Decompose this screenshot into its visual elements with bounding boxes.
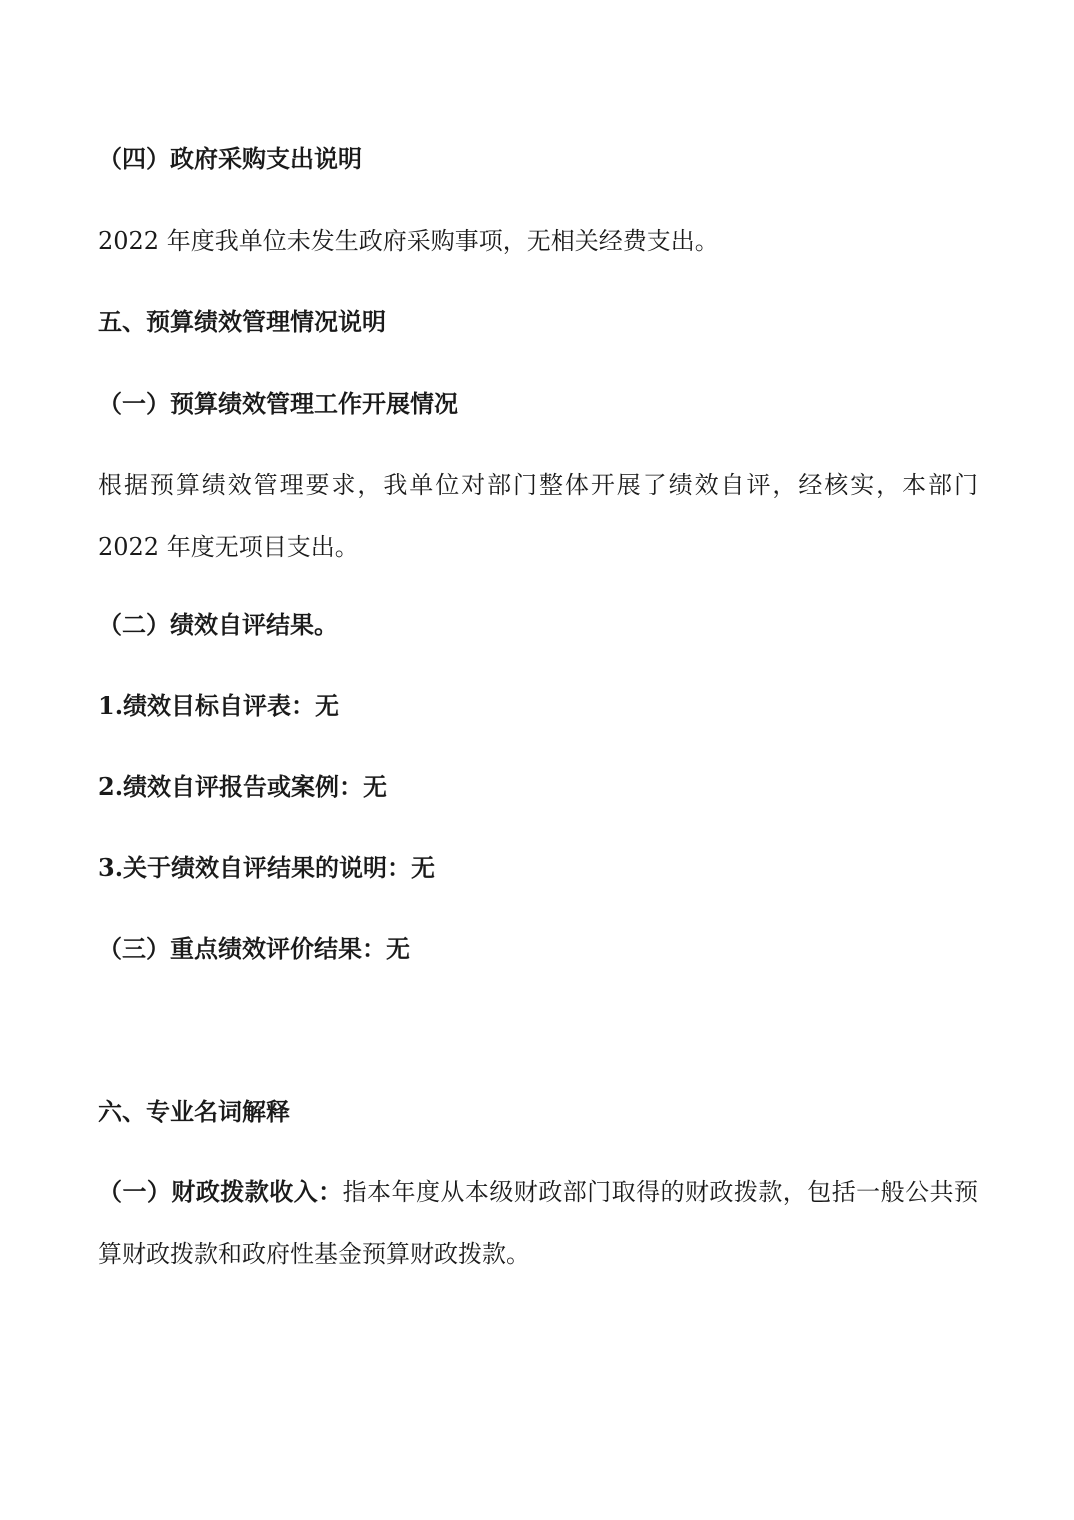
performance-work-body-text: 根据预算绩效管理要求，我单位对部门整体开展了绩效自评，经核实，本部门 2022 年度无项目支出。 [98,471,978,561]
procurement-body-text: 2022 年度我单位未发生政府采购事项，无相关经费支出。 [98,227,719,255]
list-item-3: 3.关于绩效自评结果的说明：无 [98,853,436,882]
glossary-definition-text: 指本年度从本级财政部门取得的财政拨款，包括一般公共预算财政拨款和政府性基金预算财政拨款。 [98,1178,979,1268]
section-heading-government-procurement: （四）政府采购支出说明 [98,144,362,173]
section-heading-performance-management: 五、预算绩效管理情况说明 [98,307,386,336]
glossary-term: （一）财政拨款收入： [98,1177,343,1206]
list-item-1: 1.绩效目标自评表：无 [98,691,340,720]
subheading-key-evaluation-results: （三）重点绩效评价结果：无 [98,934,410,963]
subheading-self-evaluation-results: （二）绩效自评结果。 [98,610,338,639]
glossary-definition-1 [98,1161,978,1285]
list-item-2: 2.绩效自评报告或案例：无 [98,772,388,801]
section-heading-glossary: 六、专业名词解释 [98,1097,290,1126]
subheading-performance-work: （一）预算绩效管理工作开展情况 [98,389,458,418]
